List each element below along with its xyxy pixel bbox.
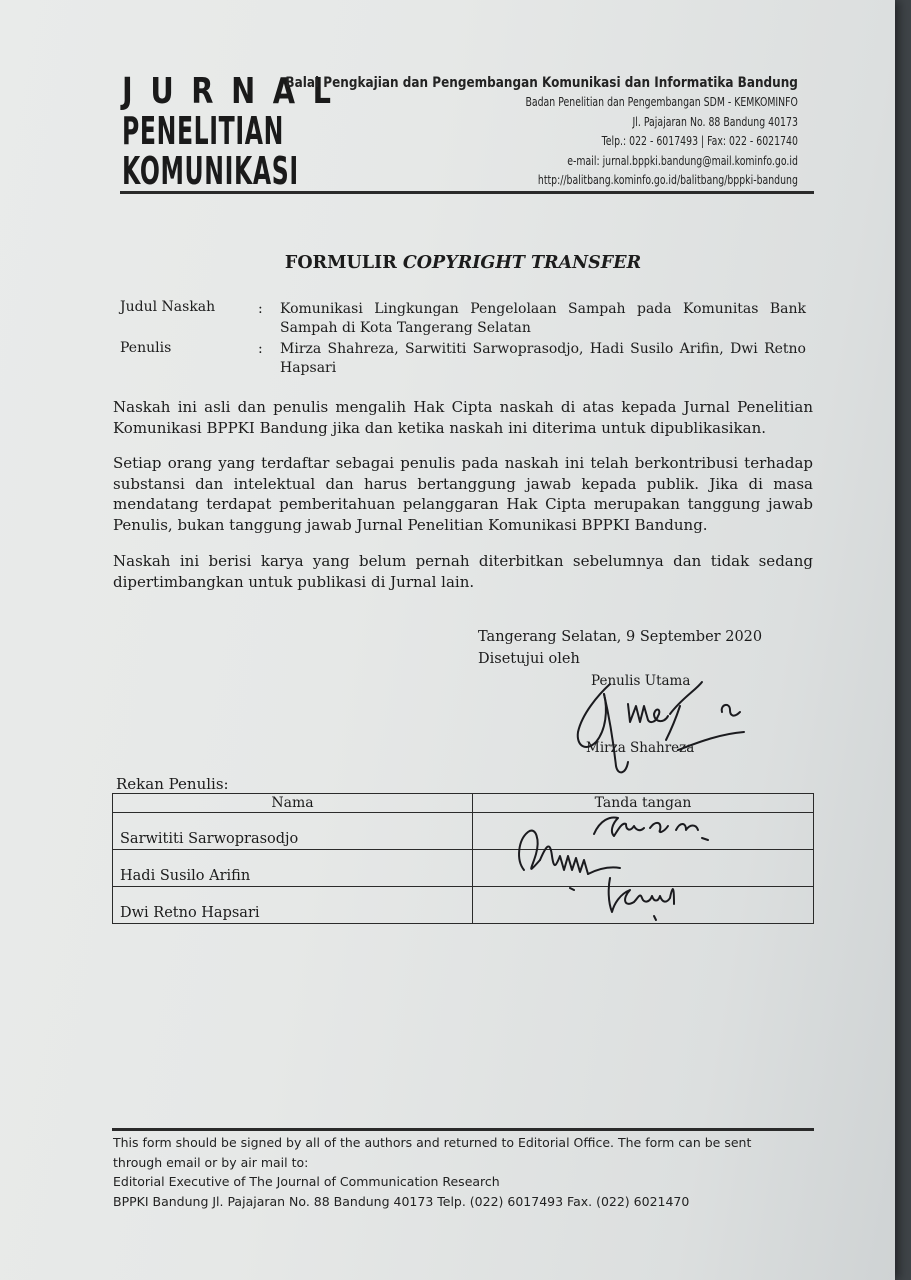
paragraph-2: Setiap orang yang terdaftar sebagai penulis pada naskah ini telah berkontribusi terhadap substansi dan intelektual dan harus bertanggung jawab kepada publik. Jika di masa mendatang terdapat pemberitahuan pelanggaran Hak Cipta merupakan tanggung jawab Penulis, bukan tanggung jawab Jurnal Penelitian Komunikasi BPPKI Bandung. [113, 454, 813, 534]
paragraph-1: Naskah ini asli dan penulis mengalih Hak Cipta naskah di atas kepada Jurnal Penelitian Komunikasi BPPKI Bandung jika dan ketika naskah ini diterima untuk dipublikasikan. [113, 398, 813, 437]
col-sign-header: Tanda tangan [473, 794, 814, 813]
penulis-value: Mirza Shahreza, Sarwititi Sarwoprasodjo, Hadi Susilo Arifin, Dwi Retno Hapsari [280, 341, 806, 376]
footer-line-1: This form should be signed by all of the authors and returned to Editorial Office. The form can be sent [113, 1135, 752, 1150]
judul-label: Judul Naskah [120, 299, 216, 315]
footer-divider [112, 1128, 814, 1131]
main-author-signature [570, 670, 770, 780]
coauthor-signature-3 [600, 868, 690, 928]
email: e-mail: jurnal.bppki.bandung@mail.kominfo.go.id [567, 153, 798, 168]
penulis-colon: : [258, 341, 263, 357]
coauthor-name: Sarwititi Sarwoprasodjo [113, 813, 473, 850]
table-row [113, 887, 814, 924]
table-row [113, 850, 814, 887]
coauthor-name: Dwi Retno Hapsari [113, 887, 473, 924]
form-title: FORMULIR COPYRIGHT TRANSFER [284, 253, 642, 273]
form-title-italic: COPYRIGHT TRANSFER [402, 253, 642, 273]
footer-line-2: through email or by air mail to: [113, 1154, 309, 1170]
agency-name: Badan Penelitian dan Pengembangan SDM - KEMKOMINFO [525, 95, 798, 109]
address: Jl. Pajajaran No. 88 Bandung 40173 [632, 114, 798, 129]
judul-value: Komunikasi Lingkungan Pengelolaan Sampah pada Komunitas Bank Sampah di Kota Tangerang Selatan [280, 301, 806, 336]
phone-fax: Telp.: 022 - 6017493 | Fax: 022 - 6021740 [601, 134, 798, 148]
header-divider [120, 191, 814, 194]
website: http://balitbang.kominfo.go.id/balitbang/bppki-bandung [537, 173, 798, 187]
coauthor-label: Rekan Penulis: [116, 775, 229, 793]
institution-header [202, 74, 798, 191]
logo-line-1: JURNAL [122, 71, 349, 112]
footer-line-3: Editorial Executive of The Journal of Communication Research [113, 1174, 500, 1189]
footer-line-4: BPPKI Bandung Jl. Pajajaran No. 88 Bandung 40173 Telp. (022) 6017493 Fax. (022) 6021470 [113, 1193, 690, 1209]
approved-by: Disetujui oleh [478, 651, 580, 667]
judul-colon: : [258, 301, 263, 317]
signer-role: Penulis Utama [591, 673, 691, 689]
institution-name: Balai Pengkajian dan Pengembangan Komunikasi dan Informatika Bandung [285, 75, 798, 91]
penulis-label: Penulis [120, 340, 172, 356]
footer-note [113, 1133, 815, 1211]
logo-line-2: PENELITIAN [122, 109, 284, 153]
paragraph-3: Naskah ini berisi karya yang belum pernah diterbitkan sebelumnya dan tidak sedang dipertimbangkan untuk publikasi di Jurnal lain. [113, 552, 813, 591]
signer-name: Mirza Shahreza [586, 740, 695, 756]
place-date: Tangerang Selatan, 9 September 2020 [478, 629, 763, 645]
col-name-header: Nama [113, 794, 473, 813]
coauthor-name: Hadi Susilo Arifin [113, 850, 473, 887]
logo-line-3: KOMUNIKASI [122, 149, 299, 193]
